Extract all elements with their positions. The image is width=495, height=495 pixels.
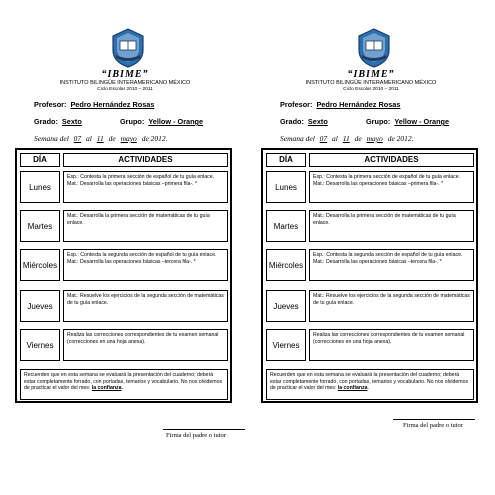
profesor-value: Pedro Hernández Rosas xyxy=(316,100,401,109)
grado-value: Sexto xyxy=(307,117,328,126)
activity-cell: Mat.: Resuelve los ejercicios de la segunda sección de matemáticas de tu guía enlace. xyxy=(63,290,228,322)
grado-line xyxy=(280,117,328,126)
day-cell: Lunes xyxy=(20,171,60,203)
school-crest-icon xyxy=(357,28,391,68)
signature-label: Firma del padre o tutor xyxy=(166,432,226,439)
value-of-month: la confianza xyxy=(91,385,122,392)
activity-cell: Esp.: Contesta la primera sección de español de tu guía enlace. Mat.: Desarrolla las operaciones básicas –primera fila-. * xyxy=(309,171,474,203)
grupo-value: Yellow - Orange xyxy=(148,117,204,126)
activity-cell: Realiza las correcciones correspondientes de tu examen semanal (correcciones en una hoja anexa). xyxy=(309,329,474,361)
school-name: “IBIME” xyxy=(101,69,149,80)
column-header-activities: ACTIVIDADES xyxy=(309,153,474,167)
activity-cell: Esp.: Contesta la segunda sección de español de tu guía enlace. Mat.: Desarrolla las operaciones básicas –tercera fila-. * xyxy=(63,249,228,281)
column-header-activities: ACTIVIDADES xyxy=(63,153,228,167)
worksheet-right xyxy=(250,0,492,495)
grupo-value: Yellow - Orange xyxy=(394,117,450,126)
school-full-name: INSTITUTO BILINGÜE INTERAMERICANO MÉXICO xyxy=(305,80,437,86)
activity-cell: Esp.: Contesta la segunda sección de español de tu guía enlace. Mat.: Desarrolla las operaciones básicas –tercera fila-. * xyxy=(309,249,474,281)
grado-line xyxy=(34,117,82,126)
week-line: Semana del 07 al 11 de mayo de 2012. xyxy=(34,134,168,143)
profesor-label: Profesor: xyxy=(34,100,67,109)
activity-cell: Esp.: Contesta la primera sección de español de tu guía enlace. Mat.: Desarrolla las operaciones básicas –primera fila-. * xyxy=(63,171,228,203)
grupo-label: Grupo: xyxy=(120,117,145,126)
signature-line xyxy=(163,429,245,430)
column-header-day: DÍA xyxy=(266,153,306,167)
column-header-day: DÍA xyxy=(20,153,60,167)
day-cell: Miércoles xyxy=(266,249,306,281)
day-cell: Martes xyxy=(266,210,306,242)
activity-cell: Mat.: Desarrolla la primera sección de matemáticas de tu guía enlace. xyxy=(63,210,228,242)
value-of-month: la confianza xyxy=(337,385,368,392)
day-cell: Martes xyxy=(20,210,60,242)
activity-cell: Mat.: Resuelve los ejercicios de la segunda sección de matemáticas de tu guía enlace. xyxy=(309,290,474,322)
profesor-value: Pedro Hernández Rosas xyxy=(70,100,155,109)
school-cycle: Ciclo Escolar 2010 – 2011 xyxy=(343,87,399,92)
worksheet-left xyxy=(4,0,246,495)
day-cell: Viernes xyxy=(20,329,60,361)
activities-table xyxy=(261,148,478,403)
grupo-line xyxy=(120,117,203,126)
day-cell: Jueves xyxy=(20,290,60,322)
profesor-line xyxy=(280,100,400,109)
activity-cell: Mat.: Desarrolla la primera sección de matemáticas de tu guía enlace. xyxy=(309,210,474,242)
school-full-name: INSTITUTO BILINGÜE INTERAMERICANO MÉXICO xyxy=(59,80,191,86)
grado-label: Grado: xyxy=(34,117,58,126)
day-cell: Lunes xyxy=(266,171,306,203)
signature-line xyxy=(393,419,475,420)
profesor-label: Profesor: xyxy=(280,100,313,109)
school-cycle: Ciclo Escolar 2010 – 2011 xyxy=(97,87,153,92)
grado-value: Sexto xyxy=(61,117,82,126)
reminder-note: Recuerden que en esta semana se evaluará la presentación del cuaderno; deberá estar completamente forrado, con portadas, temarios y vocabulario. No nos olvidemos de practicar el valor del mes: la confianza. xyxy=(266,369,474,400)
activities-table xyxy=(15,148,232,403)
reminder-note: Recuerden que en esta semana se evaluará la presentación del cuaderno; deberá estar completamente forrado, con portadas, temarios y vocabulario. No nos olvidemos de practicar el valor del mes: la confianza. xyxy=(20,369,228,400)
activity-cell: Realiza las correcciones correspondientes de tu examen semanal (correcciones en una hoja anexa). xyxy=(63,329,228,361)
week-line: Semana del 07 al 11 de mayo de 2012. xyxy=(280,134,414,143)
day-cell: Viernes xyxy=(266,329,306,361)
day-cell: Miércoles xyxy=(20,249,60,281)
day-cell: Jueves xyxy=(266,290,306,322)
school-crest-icon xyxy=(111,28,145,68)
school-name: “IBIME” xyxy=(347,69,395,80)
grado-label: Grado: xyxy=(280,117,304,126)
signature-label: Firma del padre o tutor xyxy=(403,422,463,429)
grupo-label: Grupo: xyxy=(366,117,391,126)
grupo-line xyxy=(366,117,449,126)
profesor-line xyxy=(34,100,154,109)
